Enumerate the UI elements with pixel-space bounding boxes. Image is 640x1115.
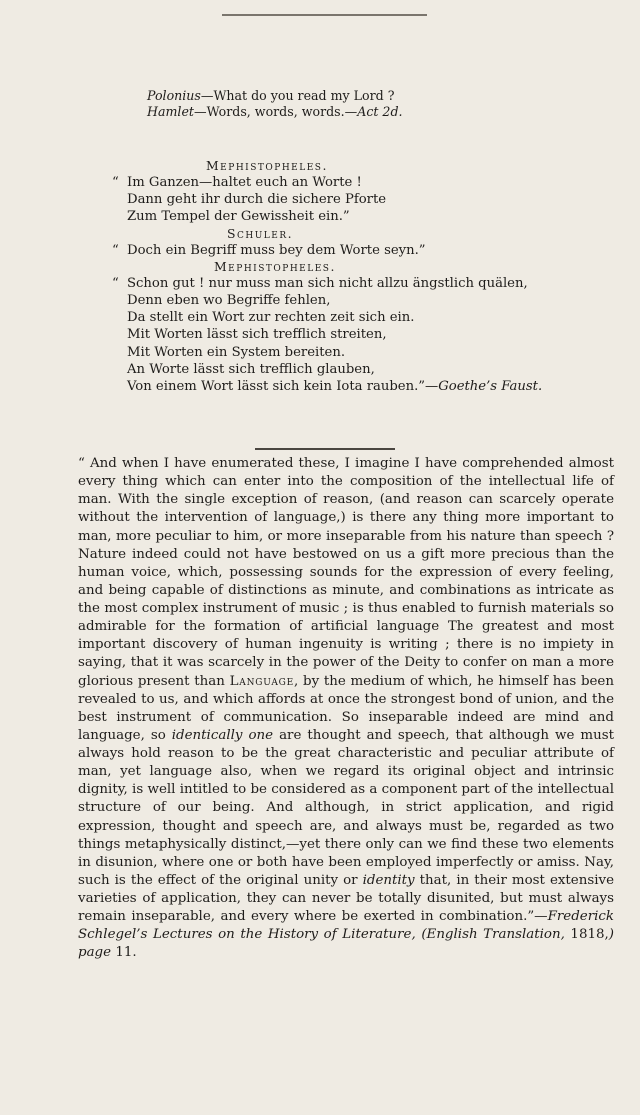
prose-part-1: “ And when I have enumerated these, I imagine I have comprehended almost every thing which can enter into the composition of the intellectual life of man. With the single exception of reason, (and reason can scarcely operate without the intervention of language,) is there any thing more important to man, more peculiar to him, or more inseparable from his nature than speech ? Nature indeed could not have bestowed on us a gift more precious than the human voice, which, possessing sounds for the expression of every feeling, and being capable of distinctions as minute, and combinations as intricate as the most complex instrument of music ; is thus enabled to furnish materials so admirable for the formation of artificial language The greatest and most important discovery of human ingenuity is writing ; there is no impiety in saying, that it was scarcely in the power of the Deity to confer on man a more glorious present than <box>78 456 614 689</box>
faust-line-5: “ Schon gut ! nur muss man sich nicht allzu ängstlich quälen, <box>112 275 528 291</box>
faust-line-6: Denn eben wo Begriffe fehlen, <box>127 293 331 309</box>
open-quote-2: “ <box>112 242 119 258</box>
schlegel-citation: Frederick Schlegel’s Lectures on the History of Literature, (English Translation, <box>78 909 614 943</box>
open-quote-1: “ <box>112 175 119 190</box>
polonius-line <box>147 88 547 104</box>
faust-line-7: Da stellt ein Wort zur rechten zeit sich ein. <box>127 310 415 326</box>
speaker-heading-mephistopheles-1: Mephistopheles. <box>206 158 328 173</box>
section-divider <box>255 448 395 450</box>
faust-line-2: Dann geht ihr durch die sichere Pforte <box>127 192 387 208</box>
hamlet-act: Act 2d. <box>357 103 403 119</box>
hamlet-epigraph <box>147 88 547 119</box>
polonius-text: —What do you read my Lord ? <box>200 88 395 103</box>
top-rule <box>222 14 427 16</box>
speaker-polonius: Polonius <box>147 88 201 103</box>
prose-part-3: are thought and speech, that although we must always hold reason to be the great characteristic and peculiar attribute of man, yet language also, when we regard its original object and intrinsic dignity, is well intitled to be considered as a component part of the intellectual structure of our being. And although, in strict application, and rigid expression, thought and speech are, and always must be, regarded as two things metaphysically distinct,—yet there only can we find these two elements in disunion, where one or both have been employed imperfectly or amiss. Nay, such is the effect of the original unity or <box>78 727 614 888</box>
prose-part-2: , by the medium of which, he himself has been revealed to us, and which affords at once the strongest bond of union, and the best instrument of communication. So inseparable indeed are mind and language, so <box>78 673 614 743</box>
citation-year: 1818, <box>570 927 609 943</box>
faust-line-1: “ Im Ganzen—haltet euch an Worte ! <box>112 175 362 190</box>
prose-part-4: that, in their most extensive varieties of application, they can never be totally disunited, but must always remain inseparable, and every where be exerted in combination.”— <box>78 872 614 925</box>
schlegel-quotation <box>78 455 614 963</box>
prose-identically-one: identically one <box>171 727 274 743</box>
faust-line-10: An Worte lässt sich trefflich glauben, <box>127 361 375 377</box>
faust-line-4: “ Doch ein Begriff muss bey dem Worte seyn.” <box>112 242 426 258</box>
faust-line-8: Mit Worten lässt sich trefflich streiten, <box>127 327 387 343</box>
faust-epigraph <box>112 158 592 395</box>
faust-line-3: Zum Tempel der Gewissheit ein.” <box>127 209 350 225</box>
open-quote-3: “ <box>112 275 119 291</box>
citation-page-number: 11. <box>111 945 137 961</box>
speaker-hamlet: Hamlet <box>147 103 194 119</box>
citation-page-label: ) page <box>78 927 614 961</box>
faust-line-11: Von einem Wort lässt sich kein Iota rauben.”—Goethe’s Faust. <box>127 379 543 395</box>
faust-citation: —Goethe’s Faust. <box>425 379 543 395</box>
faust-line-9: Mit Worten ein System bereiten. <box>127 344 346 360</box>
hamlet-line <box>147 104 547 120</box>
speaker-heading-schuler: Schuler. <box>227 225 294 241</box>
hamlet-text: —Words, words, words.— <box>193 103 358 119</box>
speaker-heading-mephistopheles-2: Mephistopheles. <box>214 258 336 274</box>
prose-language-word: Language <box>229 673 295 689</box>
prose-identity: identity <box>362 872 415 888</box>
